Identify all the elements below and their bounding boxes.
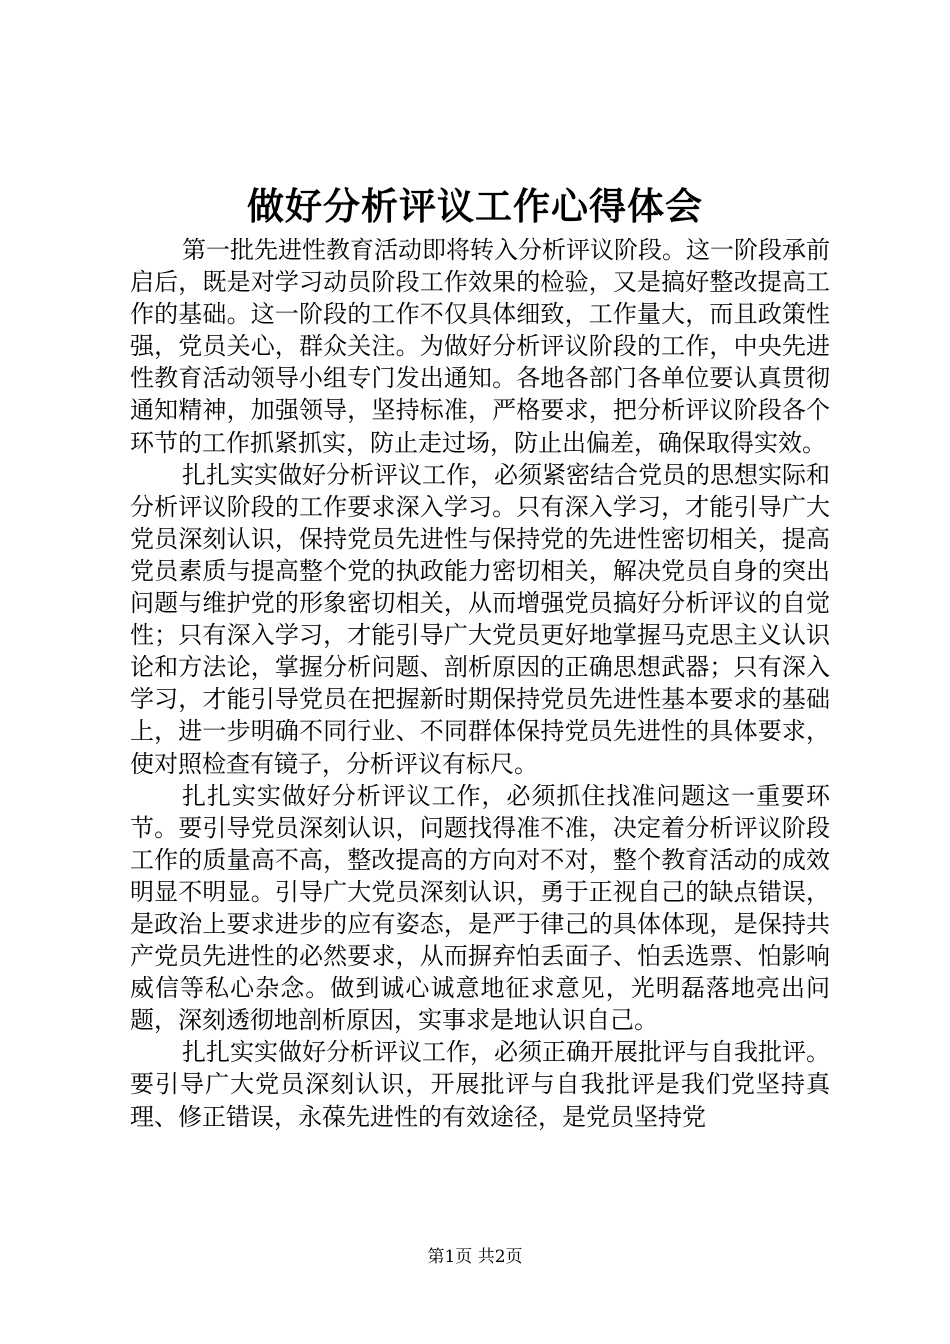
document-title: 做好分析评议工作心得体会 [247,184,703,228]
paragraph-1: 第一批先进性教育活动即将转入分析评议阶段。这一阶段承前启后，既是对学习动员阶段工作效果的检验，又是搞好整改提高工作的基础。这一阶段的工作不仅具体细致，工作量大，而且政策性强，党员关心，群众关注。为做好分析评议阶段的工作，中央先进性教育活动领导小组专门发出通知。各地各部门各单位要认真贯彻通知精神，加强领导，坚持标准，严格要求，把分析评议阶段各个环节的工作抓紧抓实，防止走过场，防止出偏差，确保取得实效。 [130,236,830,457]
page-footer: 第1页 共2页 [427,1247,523,1267]
paragraph-2: 扎扎实实做好分析评议工作，必须紧密结合党员的思想实际和分析评议阶段的工作要求深入学习。只有深入学习，才能引导广大党员深刻认识，保持党员先进性与保持党的先进性密切相关，提高党员素质与提高整个党的执政能力密切相关，解决党员自身的突出问题与维护党的形象密切相关，从而增强党员搞好分析评议的自觉性；只有深入学习，才能引导广大党员更好地掌握马克思主义认识论和方法论，掌握分析问题、剖析原因的正确思想武器；只有深入学习，才能引导党员在把握新时期保持党员先进性基本要求的基础上，进一步明确不同行业、不同群体保持党员先进性的具体要求，使对照检查有镜子，分析评议有标尺。 [130,460,830,778]
document-body [130,234,830,1133]
paragraph-3: 扎扎实实做好分析评议工作，必须抓住找准问题这一重要环节。要引导党员深刻认识，问题找得准不准，决定着分析评议阶段工作的质量高不高，整改提高的方向对不对，整个教育活动的成效明显不明显。引导广大党员深刻认识，勇于正视自己的缺点错误，是政治上要求进步的应有姿态，是严于律己的具体体现，是保持共产党员先进性的必然要求，从而摒弃怕丢面子、怕丢选票、怕影响威信等私心杂念。做到诚心诚意地征求意见，光明磊落地亮出问题，深刻透彻地剖析原因，实事求是地认识自己。 [130,781,830,1035]
paragraph-4: 扎扎实实做好分析评议工作，必须正确开展批评与自我批评。要引导广大党员深刻认识，开展批评与自我批评是我们党坚持真理、修正错误，永葆先进性的有效途径，是党员坚持党 [130,1038,830,1131]
